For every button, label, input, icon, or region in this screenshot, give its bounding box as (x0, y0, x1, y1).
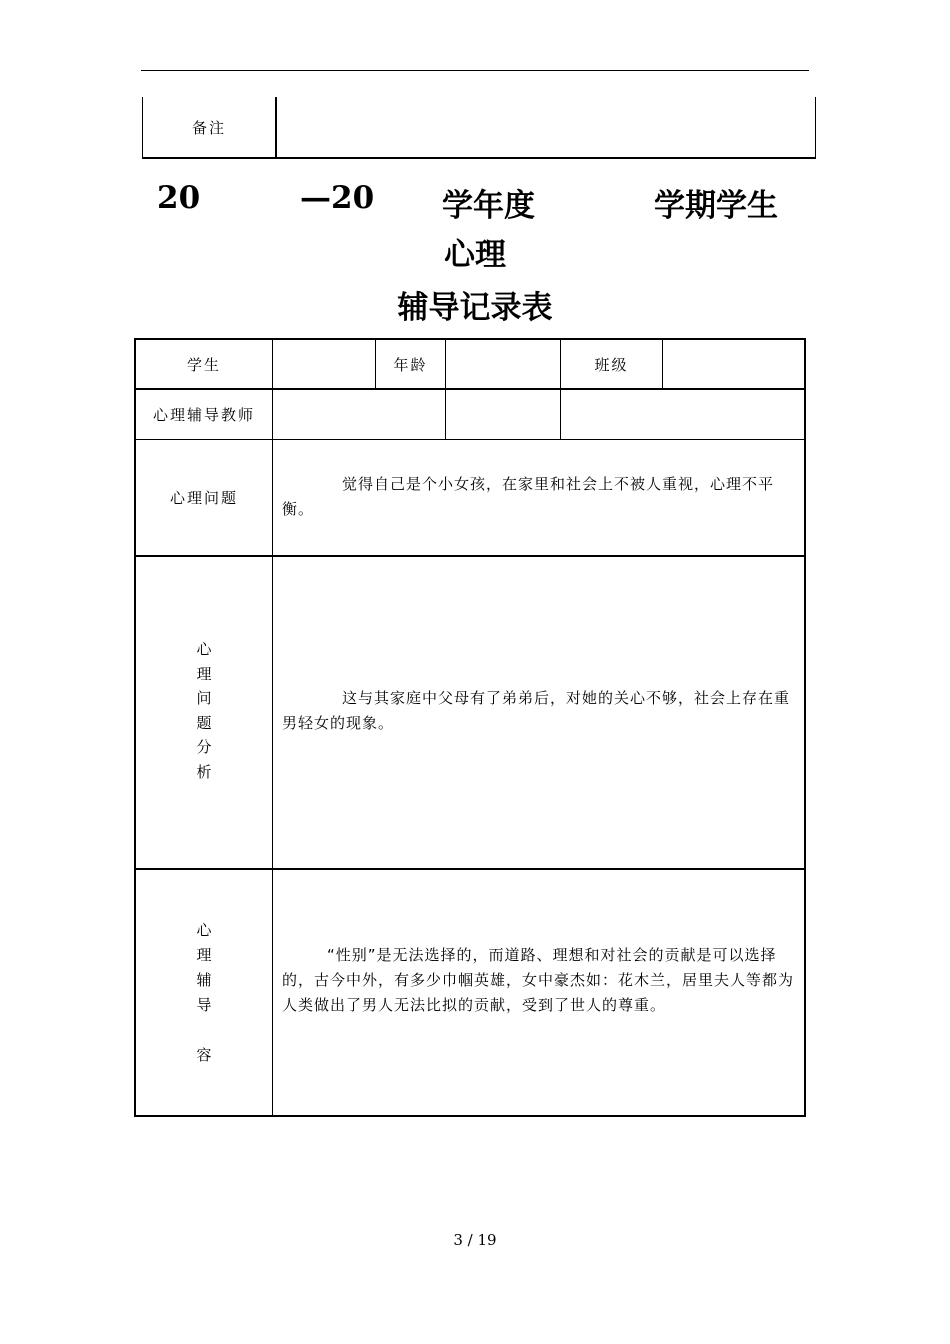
analysis-label-char: 心 (196, 640, 212, 658)
student-label: 学生 (186, 355, 221, 374)
title-year-end: —20 (300, 180, 375, 216)
analysis-label-char: 题 (196, 713, 212, 732)
title-year-label: 学年度 (442, 188, 535, 224)
title-line-3: 辅导记录表 (397, 290, 553, 326)
row-divider (136, 555, 804, 557)
page-number: 3 / 19 (453, 1231, 497, 1249)
analysis-label-char: 问 (196, 689, 212, 707)
teacher-label: 心理辅导教师 (152, 406, 255, 424)
guidance-label-char: 容 (196, 1046, 212, 1064)
class-label: 班级 (594, 355, 629, 374)
teacher-value (273, 390, 445, 439)
age-value (446, 340, 560, 388)
guidance-text: “性别”是无法选择的，而道路、理想和对社会的贡献是可以选择的，古今中外，有多少巾帼英雄，女中豪杰如：花木兰，居里夫人等都为人类做出了男人无法比拟的贡献，受到了世人的尊重。 (282, 946, 795, 1014)
remark-value (277, 97, 816, 159)
row-divider (136, 868, 804, 870)
analysis-text: 这与其家庭中父母有了弟弟后，对她的关心不够，社会上存在重男轻女的现象。 (282, 689, 791, 732)
title-term-label: 学期学生 (654, 188, 778, 224)
title-line-1 (0, 180, 950, 222)
title-year-start: 20 (157, 180, 201, 216)
analysis-label-char: 分 (196, 738, 212, 756)
guidance-label-char: 理 (196, 946, 212, 964)
analysis-label (189, 637, 219, 784)
col-divider (272, 340, 273, 1115)
guidance-label (189, 918, 219, 1068)
problem-label: 心理问题 (169, 489, 238, 507)
guidance-label-char (189, 1018, 219, 1043)
analysis-label-char: 理 (196, 664, 212, 683)
student-value (273, 340, 375, 388)
analysis-label-char: 析 (196, 762, 212, 781)
guidance-label-char: 导 (196, 996, 212, 1014)
remark-table (142, 97, 816, 161)
guidance-label-char: 心 (196, 921, 212, 939)
problem-text: 觉得自己是个小女孩，在家里和社会上不被人重视，心理不平衡。 (282, 475, 775, 518)
age-label: 年龄 (393, 355, 428, 374)
header-rule (141, 70, 809, 71)
title-line-2: 心理 (444, 237, 506, 273)
counseling-record-table (134, 338, 806, 1117)
guidance-label-char: 辅 (196, 971, 212, 989)
class-value (663, 340, 804, 388)
remark-label: 备注 (142, 97, 277, 159)
